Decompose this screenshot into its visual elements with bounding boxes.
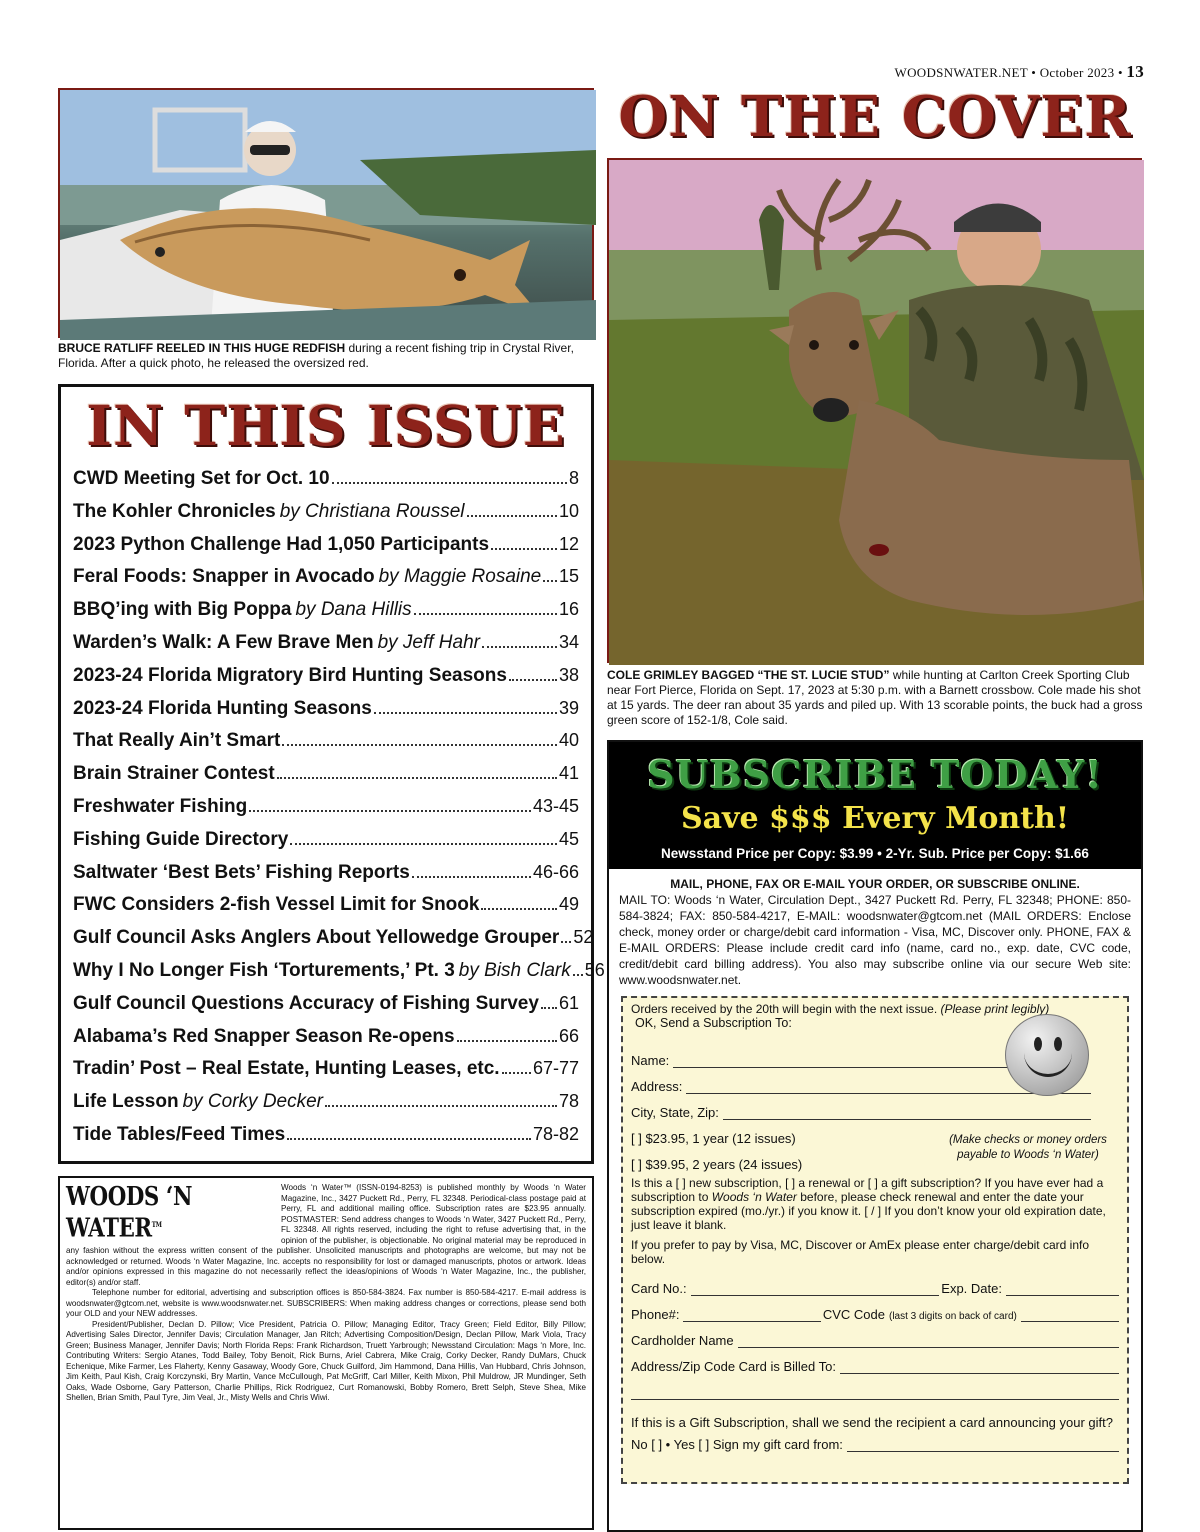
toc-dot-leader (412, 876, 531, 878)
phone-cvc-row: Phone#: CVC Code (last 3 digits on back of card) (631, 1302, 1119, 1322)
city-state-zip-field[interactable]: City, State, Zip: (631, 1100, 1091, 1120)
order-instructions: MAIL TO: Woods ‘n Water, Circulation Dept., 3427 Puckett Rd. Perry, FL 32348; PHONE: 850-584-3824; FAX: 850-584-4217, E-MAIL: woodsnwater@gtcom.net (MAIL ORDERS: Enclose check, money order or charge/debit card information - Visa, MC, Discover only. PHONE, FAX & E-MAIL ORDERS: Please include credit card info (name, card no., exp. date, CVC code, credit/debit card billing address). You also may subscribe online via our secure Web site: www.woodsnwater.net. (619, 893, 1131, 987)
toc-item-author: by Bish Clark (458, 959, 571, 981)
toc-item[interactable] (73, 730, 579, 763)
toc-item-page: 43-45 (532, 795, 579, 816)
masthead-publication-info: Woods ‘n Water™ (ISSN-0194-8253) is published monthly by Woods ‘n Water Magazine, Inc., 3427 Puckett Rd., Perry, FL 32348. Periodical-class postage paid at Perry, FL and additional mailing office. Subscription rates are $23.95 annually. POSTMASTER: Send address changes to Woods ‘n Water, 3427 Puckett Rd., Perry, FL 32348. All rights reserved, including the right to refuse advertising that, in the opinion of the publisher, is objectionable. No original material may be reproduced in any fashion without the express written consent of the publisher. Unsolicited manuscripts and photographs are welcome, but may not be acknowledged or returned. Woods ‘n Water Magazine, Inc. accepts no responsibility for lost or damaged manuscripts, photos or artwork. Ideas and/or opinions expressed in this magazine do not necessarily reflect the ideas/opinions of Woods ‘n Water Magazine, Inc., the publisher, editor(s) and/or staff. (66, 1183, 586, 1287)
toc-item-title: Fishing Guide Directory (73, 828, 289, 850)
toc-item[interactable] (73, 993, 579, 1026)
print-legibly-note: (Please print legibly) (940, 1002, 1050, 1016)
toc-item-title: BBQ’ing with Big Poppa (73, 599, 292, 621)
page-number: 13 (1126, 62, 1144, 81)
deer-caption-text: while hunting at Carlton Creek Sporting Club near Fort Pierce, Florida on Sept. 17, 2023 at 5:30 p.m. with a Barnett crossbow. Cole made his shot at 15 yards. The deer ran about 35 yards and piled up. With 13 scorable points, the buck had a gross green score of 152-1/8, Cole said. (607, 668, 1143, 727)
toc-item-title: Brain Strainer Contest (73, 763, 275, 785)
toc-item-title: Saltwater ‘Best Bets’ Fishing Reports (73, 861, 410, 883)
in-this-issue-title: IN THIS ISSUE (86, 393, 566, 458)
redfish-caption-bold: BRUCE RATLIFF REELED IN THIS HUGE REDFISH (58, 341, 346, 355)
toc-item-title: 2023 Python Challenge Had 1,050 Participants (73, 533, 490, 555)
toc-item[interactable] (73, 829, 579, 862)
toc-item-title: Why I No Longer Fish ‘Torturements,’ Pt. 3 (73, 959, 455, 981)
toc-dot-leader (482, 646, 557, 648)
toc-item-page: 8 (568, 468, 579, 488)
toc-dot-leader (467, 515, 557, 517)
toc-item-page: 78 (558, 1091, 579, 1112)
toc-item[interactable] (73, 1124, 579, 1157)
toc-item-author: by Maggie Rosaine (378, 566, 542, 588)
toc-item-title: Gulf Council Questions Accuracy of Fishing Survey (73, 992, 539, 1014)
toc-item-page: 41 (558, 763, 579, 784)
toc-dot-leader (325, 1105, 557, 1107)
toc-dot-leader (277, 777, 557, 779)
masthead-contact-info: Telephone number for editorial, advertising and subscription offices is 850-584-3824. Fax number is 850-584-4217. E-mail address is woodsnwater@gtcom.net, website is www.woodsnwater.net. SUBSCRIBERS: When making address changes or corrections, please send both your OLD and your NEW addresses. (66, 1288, 586, 1318)
toc-dot-leader (491, 548, 557, 550)
toc-item-title: Gulf Council Asks Anglers About Yellowedge Grouper (73, 927, 560, 949)
deer-illustration (609, 160, 1144, 665)
billing-address-line-2[interactable] (631, 1380, 1119, 1400)
toc-item-title: Warden’s Walk: A Few Brave Men (73, 631, 374, 653)
toc-item-title: FWC Considers 2-fish Vessel Limit for Snook (73, 894, 480, 916)
orders-note: Orders received by the 20th will begin with the next issue. (631, 1002, 938, 1016)
name-field[interactable]: Name: (631, 1048, 1051, 1068)
price-comparison: Newsstand Price per Copy: $3.99 • 2-Yr. Sub. Price per Copy: $1.66 (661, 846, 1089, 861)
subscribe-box (607, 740, 1143, 1532)
toc-dot-leader (457, 1040, 557, 1042)
toc-item[interactable] (73, 927, 594, 960)
toc-item-title: 2023-24 Florida Hunting Seasons (73, 697, 372, 719)
ok-send-label: OK, Send a Subscription To: (635, 1016, 792, 1030)
toc-item[interactable] (73, 959, 605, 993)
card-number-field[interactable] (691, 1282, 940, 1296)
toc-item[interactable] (73, 763, 579, 796)
toc-item-title: Life Lesson (73, 1091, 179, 1113)
deer-photo (607, 158, 1142, 663)
toc-item[interactable] (73, 1091, 579, 1124)
toc-list (73, 468, 605, 1157)
toc-item-author: by Christiana Roussel (279, 500, 465, 522)
woods-n-water-logo: WOODS ‘N WATER™ (66, 1182, 193, 1244)
toc-item[interactable] (73, 534, 579, 567)
toc-item[interactable] (73, 862, 579, 895)
toc-item[interactable] (73, 698, 579, 731)
subscription-form (621, 996, 1129, 1484)
renewal-question: Is this a [ ] new subscription, [ ] a renewal or [ ] a gift subscription? If you have ever had a subscription to Woods ‘n Water before, please check renewal and enter the date your subscription expired (mo./yr.) if you know it. [ / ] If you don’t know your old expiration date, just leave it blank. (631, 1176, 1106, 1232)
cvc-field[interactable] (1021, 1308, 1119, 1322)
toc-item-page: 45 (558, 828, 579, 849)
toc-item-page: 78-82 (532, 1123, 579, 1144)
masthead (58, 1176, 594, 1530)
issue-date: October 2023 (1039, 65, 1115, 80)
toc-item-author: by Corky Decker (182, 1091, 323, 1113)
toc-item-title: The Kohler Chronicles (73, 500, 276, 522)
toc-item-author: by Dana Hillis (295, 599, 412, 621)
masthead-staff-list: President/Publisher, Declan D. Pillow; Vice President, Patricia O. Pillow; Managing Editor, Tracy Green; Field Editor, Billy Pillow; Advertising Sales Director, Jennifer Davis; Circulation Manager, Jan Ritch; Advertising Composition/Design, Declan Pillow, Mark Viola, Tracy Green; Business Manager, Jennifer Davis; North Florida Reps: Frank Richardson, Truett Yarbrough; Newsstand Circulation: Mags ‘n More, Inc. Contributing Writers: Sergio Atanes, Todd Bailey, Toby Benoit, Rick Burns, Ariel Cabrera, Mike Craig, Corky Decker, Randy DuMars, Chuck Echenique, Mike Farmer, Les Flaherty, Kenny Gasaway, Woody Gore, Chuck Guilford, Jim Hammond, Dana Hillis, Van Hubbard, Chris Johnson, Jim Keith, Paul Kish, Craig Korczynski, Bry Martin, Vance McCullough, Pat McGriff, Carl Miller, Keith Mixon, Phil Muldrow, JR Mundinger, Seth Oaks, Wade Osborne, Gary Patterson, Charlie Phillips, Rick Rodriguez, Curt Romanowski, Bobby Romero, Brett Selph, Steve Shea, Mike Shellen, Brian Smith, Paul Tyre, Jim Veal, Jr., Misty Wells and Chris Wiwi. (66, 1319, 586, 1402)
toc-dot-leader (509, 679, 557, 681)
toc-dot-leader (543, 580, 557, 582)
toc-item[interactable] (73, 1058, 579, 1091)
toc-item-page: 38 (558, 664, 579, 685)
toc-dot-leader (287, 1138, 531, 1140)
toc-item-page: 15 (558, 566, 579, 587)
toc-dot-leader (332, 482, 567, 484)
redfish-caption (58, 341, 594, 371)
toc-dot-leader (374, 712, 557, 714)
toc-item-page: 52 (573, 927, 594, 948)
billing-address-field[interactable]: Address/Zip Code Card is Billed To: (631, 1354, 1119, 1374)
subscribe-banner (609, 742, 1141, 869)
toc-item[interactable] (73, 632, 579, 665)
toc-item[interactable] (73, 501, 579, 534)
card-number-row: Card No.: Exp. Date: (631, 1276, 1119, 1296)
toc-item-page: 40 (558, 730, 579, 751)
toc-item[interactable] (73, 566, 579, 599)
deer-caption-bold: COLE GRIMLEY BAGGED “THE ST. LUCIE STUD” (607, 668, 890, 682)
redfish-illustration (60, 90, 596, 340)
toc-item[interactable] (73, 468, 579, 501)
toc-item-title: CWD Meeting Set for Oct. 10 (73, 468, 330, 489)
card-preference-note: If you prefer to pay by Visa, MC, Discover or AmEx please enter charge/debit card info below. (631, 1238, 1089, 1266)
cardholder-name-field[interactable]: Cardholder Name (631, 1328, 1119, 1348)
save-every-month: Save $$$ Every Month! (680, 801, 1070, 836)
toc-item-page: 16 (558, 599, 579, 620)
toc-item-page: 10 (558, 500, 579, 521)
toc-dot-leader (502, 1072, 531, 1074)
toc-item-title: That Really Ain’t Smart (73, 730, 281, 752)
toc-item[interactable] (73, 665, 579, 698)
toc-item-page: 12 (558, 533, 579, 554)
toc-item-page: 67-77 (532, 1058, 579, 1079)
toc-item-title: Freshwater Fishing (73, 795, 248, 817)
toc-item-author: by Jeff Hahr (377, 631, 480, 653)
checks-payable-note: (Make checks or money orders payable to Woods ‘n Water) (949, 1134, 1107, 1161)
order-heading: MAIL, PHONE, FAX OR E-MAIL YOUR ORDER, OR SUBSCRIBE ONLINE. (670, 877, 1080, 891)
address-field[interactable]: Address: (631, 1074, 1091, 1094)
smiley-face-icon (1005, 1014, 1089, 1096)
deer-caption (607, 668, 1143, 728)
toc-item[interactable] (73, 894, 579, 927)
toc-item-page: 56 (584, 959, 605, 980)
page-header: WOODSNWATER.NET • October 2023 • 13 (894, 62, 1144, 81)
toc-dot-leader (481, 908, 557, 910)
toc-item-title: Tide Tables/Feed Times (73, 1123, 286, 1145)
on-the-cover-title: ON THE COVER (618, 84, 1132, 150)
toc-dot-leader (561, 941, 571, 943)
exp-date-field[interactable] (1006, 1282, 1119, 1296)
toc-item-page: 46-66 (532, 861, 579, 882)
toc-dot-leader (290, 843, 557, 845)
gift-signature-field[interactable]: No [ ] • Yes [ ] Sign my gift card from: (631, 1432, 1119, 1452)
toc-item[interactable] (73, 599, 579, 632)
gift-question: If this is a Gift Subscription, shall we send the recipient a card announcing your gift? (631, 1415, 1113, 1430)
toc-dot-leader (541, 1007, 557, 1009)
toc-item-page: 49 (558, 894, 579, 915)
toc-item-title: Tradin’ Post – Real Estate, Hunting Leases, etc. (73, 1058, 500, 1080)
site-name: WOODSNWATER.NET (894, 65, 1028, 80)
toc-item-title: 2023-24 Florida Migratory Bird Hunting Seasons (73, 664, 507, 686)
in-this-issue-box (58, 384, 605, 1164)
toc-dot-leader (282, 744, 557, 746)
toc-dot-leader (249, 810, 531, 812)
one-year-option[interactable]: [ ] $23.95, 1 year (12 issues) (631, 1131, 796, 1146)
toc-item-page: 66 (558, 1025, 579, 1046)
phone-field[interactable] (683, 1308, 820, 1322)
redfish-photo (58, 88, 594, 338)
toc-item-page: 39 (558, 697, 579, 718)
toc-item-title: Feral Foods: Snapper in Avocado (73, 566, 375, 588)
toc-dot-leader (414, 613, 557, 615)
two-year-option[interactable]: [ ] $39.95, 2 years (24 issues) (631, 1157, 803, 1172)
toc-item-page: 34 (558, 631, 579, 652)
toc-dot-leader (573, 974, 583, 976)
toc-item[interactable] (73, 796, 579, 829)
toc-item-page: 61 (558, 992, 579, 1013)
redfish-caption-text: during a recent fishing trip in Crystal River, Florida. After a quick photo, he released the oversized red. (58, 341, 574, 370)
subscribe-today-title: SUBSCRIBE TODAY! (647, 752, 1103, 797)
toc-item-title: Alabama’s Red Snapper Season Re-opens (73, 1025, 455, 1047)
toc-item[interactable] (73, 1026, 579, 1059)
